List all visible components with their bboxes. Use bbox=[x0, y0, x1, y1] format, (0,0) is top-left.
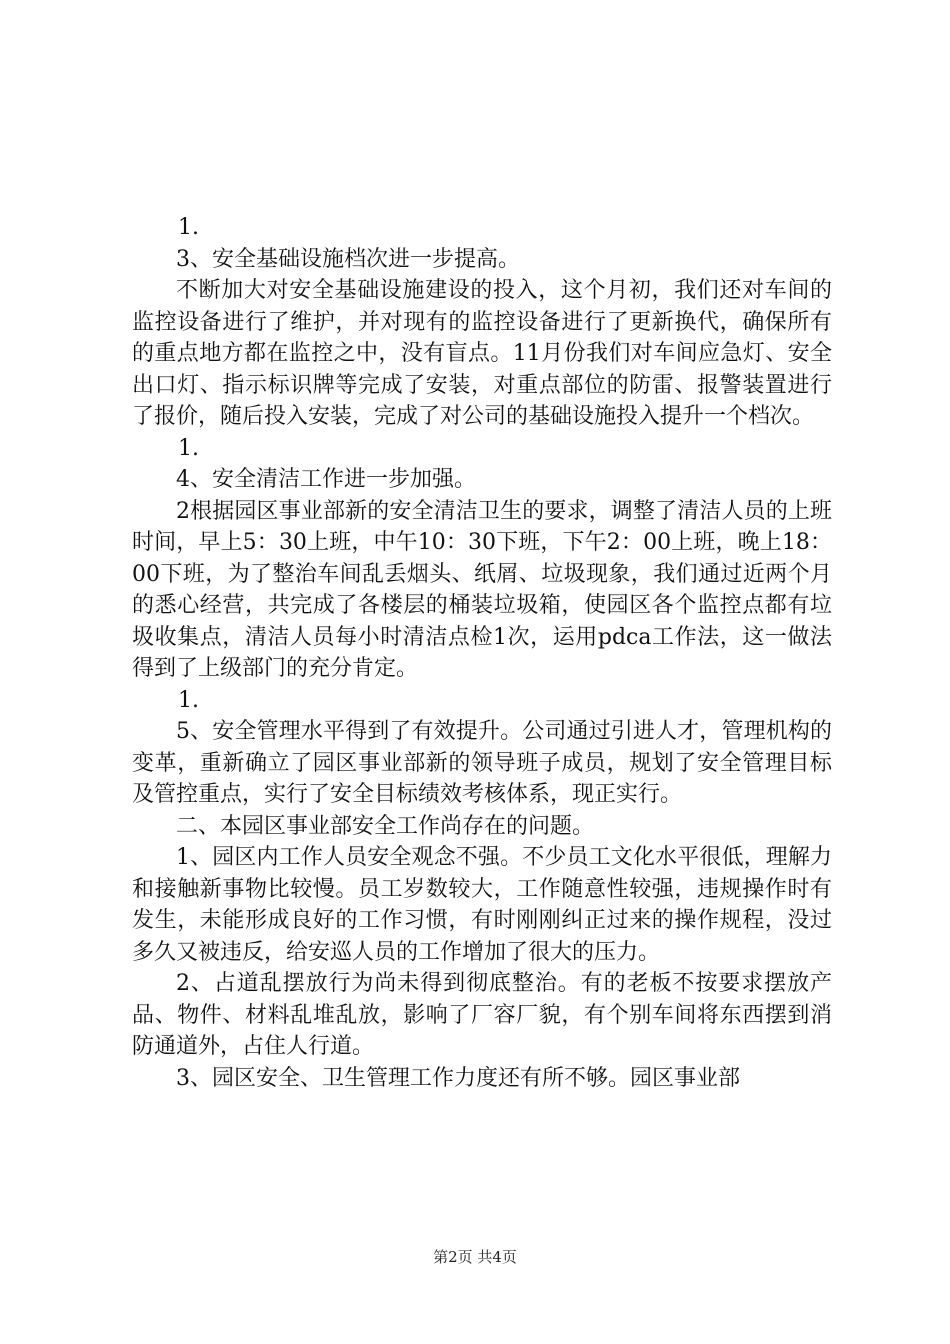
paragraph-problem-2: 2、占道乱摆放行为尚未得到彻底整治。有的老板不按要求摆放产品、物件、材料乱堆乱放，影响了厂容厂貌，有个别车间将东西摆到消防通道外，占住人行道。 bbox=[132, 971, 832, 1059]
list-number: 1. bbox=[178, 687, 199, 713]
paragraph-cleaning: 2根据园区事业部新的安全清洁卫生的要求，调整了清洁人员的上班时间，早上5：30上班，中午10：30下班，下午2：00上班，晚上18：00下班，为了整治车间乱丢烟头、纸屑、垃圾现象，我们通过近两个月的悉心经营，共完成了各楼层的桶装垃圾箱，使园区各个监控点都有垃圾收集点，清洁人员每小时清洁点检1次，运用pdca工作法，这一做法得到了上级部门的充分肯定。 bbox=[132, 498, 832, 681]
section-heading-problems: 二、本园区事业部安全工作尚存在的问题。 bbox=[176, 813, 595, 839]
paragraph-problem-3: 3、园区安全、卫生管理工作力度还有所不够。园区事业部 bbox=[176, 1065, 740, 1091]
document-body bbox=[132, 212, 832, 1094]
section-heading-cleaning: 4、安全清洁工作进一步加强。 bbox=[176, 467, 476, 492]
paragraph-problem-1: 1、园区内工作人员安全观念不强。不少员工文化水平很低，理解力和接触新事物比较慢。员工岁数较大，工作随意性较强，违规操作时有发生，未能形成良好的工作习惯，有时刚刚纠正过来的操作规程，没过多久又被违反，给安巡人员的工作增加了很大的压力。 bbox=[132, 845, 832, 965]
paragraph-management: 5、安全管理水平得到了有效提升。公司通过引进人才，管理机构的变革，重新确立了园区事业部新的领导班子成员，规划了安全管理目标及管控重点，实行了安全目标绩效考核体系，现正实行。 bbox=[132, 719, 832, 807]
page-footer: 第2页 共4页 bbox=[433, 1248, 517, 1266]
list-number: 1. bbox=[178, 215, 199, 240]
paragraph-infrastructure: 不断加大对安全基础设施建设的投入，这个月初，我们还对车间的监控设备进行了维护，并对现有的监控设备进行了更新换代，确保所有的重点地方都在监控之中，没有盲点。11月份我们对车间应急灯、安全出口灯、指示标识牌等完成了安装，对重点部位的防雷、报警装置进行了报价，随后投入安装，完成了对公司的基础设施投入提升一个档次。 bbox=[132, 278, 832, 429]
list-number: 1. bbox=[178, 435, 199, 461]
section-heading-infrastructure: 3、安全基础设施档次进一步提高。 bbox=[176, 246, 520, 272]
